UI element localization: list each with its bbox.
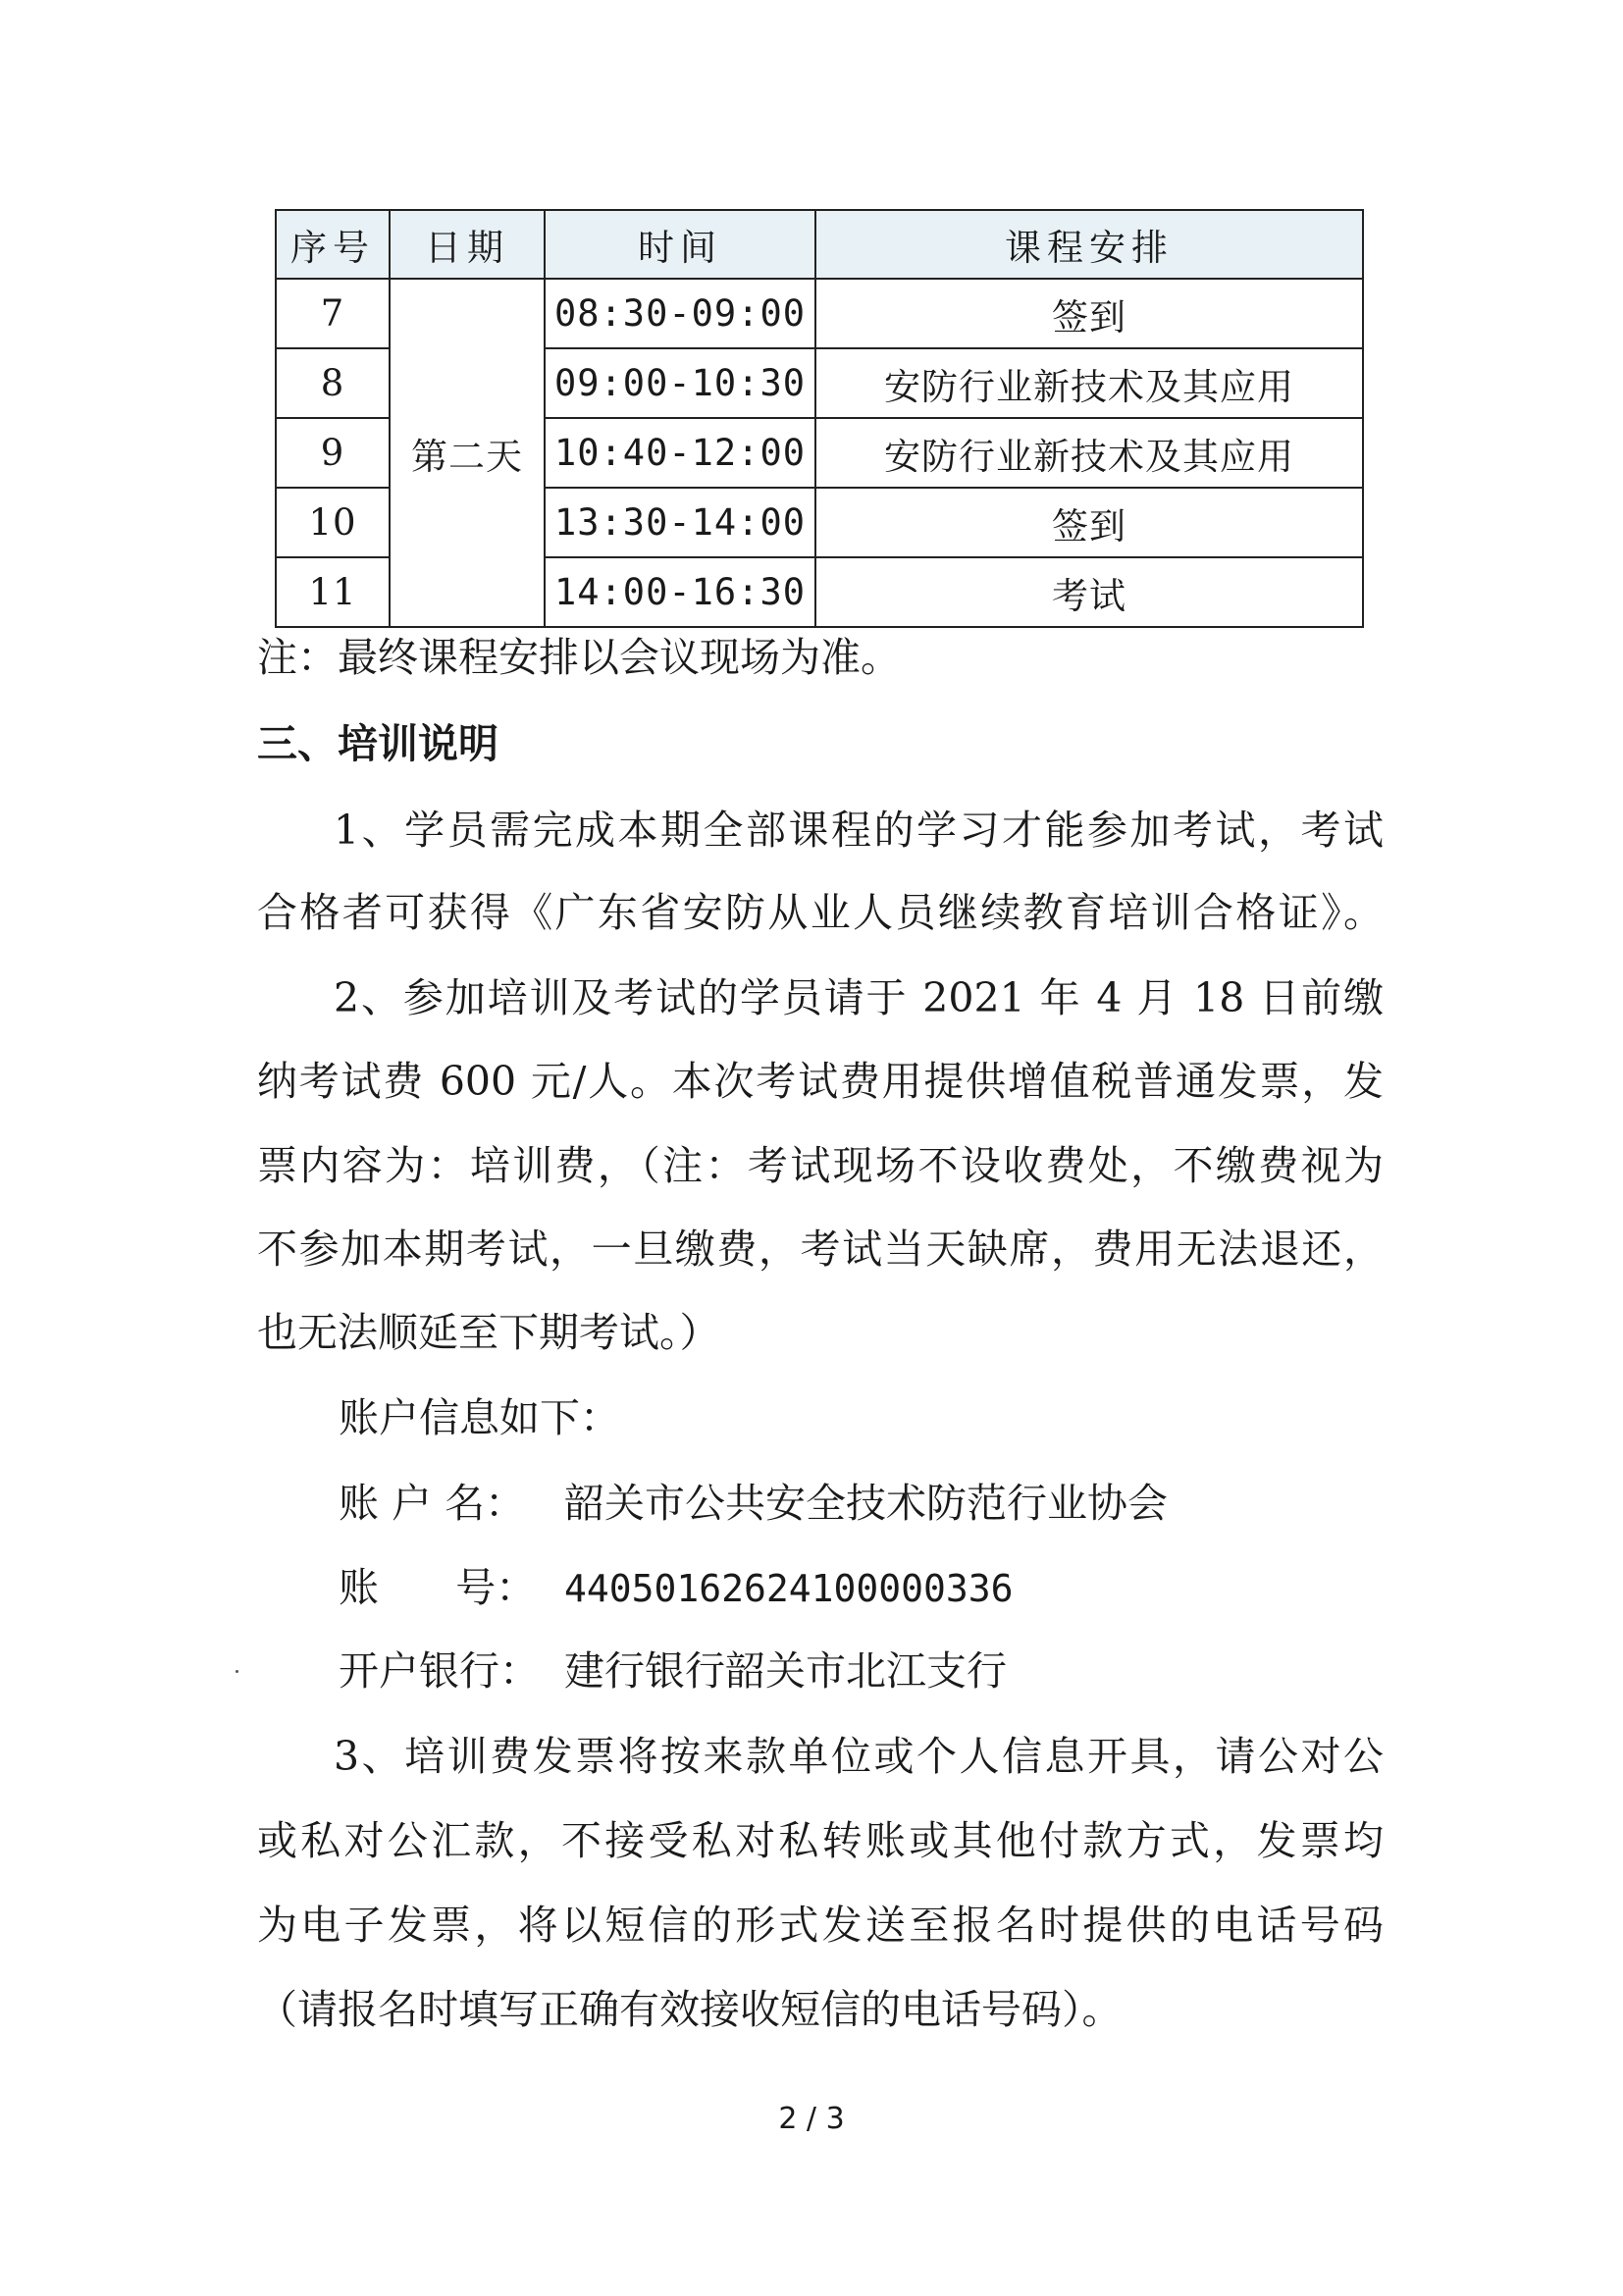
bank-label: 开户银行： (339, 1647, 540, 1695)
para3-line2: 或私对公汇款，不接受私对私转账或其他付款方式，发票均 (257, 1817, 1384, 1864)
table-row (276, 279, 1363, 348)
schedule-table (275, 209, 1364, 628)
row-no: 7 (276, 279, 390, 348)
row-time: 10:40-12:00 (545, 418, 815, 488)
page-number: 2 / 3 (778, 2102, 845, 2136)
row-course: 安防行业新技术及其应用 (815, 418, 1363, 488)
row-no: 8 (276, 348, 390, 418)
row-no: 9 (276, 418, 390, 488)
para2-line5: 也无法顺延至下期考试。） (257, 1309, 720, 1356)
scan-speck (236, 1670, 238, 1673)
row-no: 11 (276, 557, 390, 627)
section-title: 三、培训说明 (257, 720, 498, 767)
para1-line1: 1、学员需完成本期全部课程的学习才能参加考试，考试 (334, 807, 1384, 854)
para2-line3: 票内容为：培训费，（注：考试现场不设收费处，不缴费视为 (257, 1142, 1384, 1189)
para3-line1: 3、培训费发票将按来款单位或个人信息开具，请公对公 (334, 1733, 1384, 1780)
row-time: 08:30-09:00 (545, 279, 815, 348)
row-time: 09:00-10:30 (545, 348, 815, 418)
account-number-value: 44050162624100000336 (564, 1567, 1014, 1610)
para2-line1: 2、参加培训及考试的学员请于 2021 年 4 月 18 日前缴 (334, 974, 1384, 1021)
schedule-note: 注：最终课程安排以会议现场为准。 (257, 634, 901, 681)
account-number-label: 账 号： (339, 1564, 537, 1611)
para1-line2: 合格者可获得《广东省安防从业人员继续教育培训合格证》。 (257, 889, 1384, 936)
row-course: 签到 (815, 279, 1363, 348)
para3-line3: 为电子发票，将以短信的形式发送至报名时提供的电话号码 (257, 1902, 1384, 1949)
header-time: 时间 (545, 210, 815, 279)
row-date: 第二天 (390, 279, 545, 627)
account-name-label: 账 户 名： (339, 1480, 526, 1527)
bank-value: 建行银行韶关市北江支行 (564, 1647, 1007, 1695)
para2-line4: 不参加本期考试，一旦缴费，考试当天缺席，费用无法退还， (257, 1226, 1384, 1273)
header-no: 序号 (276, 210, 390, 279)
para3-line4: （请报名时填写正确有效接收短信的电话号码）。 (257, 1986, 1123, 2033)
row-course: 安防行业新技术及其应用 (815, 348, 1363, 418)
row-course: 考试 (815, 557, 1363, 627)
header-date: 日期 (390, 210, 545, 279)
account-intro: 账户信息如下： (339, 1394, 620, 1441)
header-course: 课程安排 (815, 210, 1363, 279)
row-no: 10 (276, 488, 390, 557)
para2-line2: 纳考试费 600 元/人。本次考试费用提供增值税普通发票，发 (257, 1058, 1384, 1105)
row-time: 13:30-14:00 (545, 488, 815, 557)
row-time: 14:00-16:30 (545, 557, 815, 627)
table-header-row (276, 210, 1363, 279)
row-course: 签到 (815, 488, 1363, 557)
account-name-value: 韶关市公共安全技术防范行业协会 (564, 1480, 1168, 1527)
